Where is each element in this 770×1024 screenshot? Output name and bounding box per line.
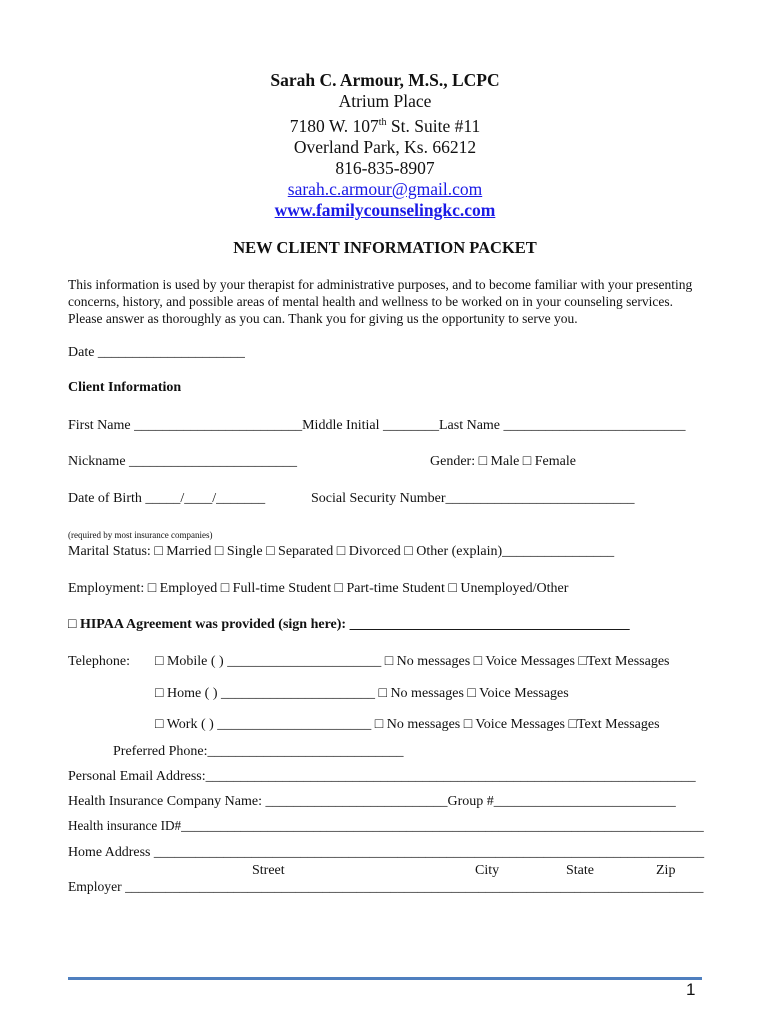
email-link[interactable]: sarah.c.armour@gmail.com (287, 178, 483, 199)
employment-options[interactable]: Employment: □ Employed □ Full-time Student □ Part-time Student □ Unemployed/Other (68, 581, 569, 596)
phone-number: 816-835-8907 (335, 157, 435, 178)
health-insurance-id-field[interactable]: Health insurance ID#_______________________________________________________________________________ (68, 819, 704, 834)
footer-rule (68, 977, 702, 980)
home-phone-field[interactable]: □ Home ( ) ______________________ □ No messages □ Voice Messages (155, 686, 569, 701)
intro-paragraph: This information is used by your therapist for administrative purposes, and to become familiar with your presenting concerns, history, and possible areas of mental health and wellness to be worked on in your counseling services. Please answer as thoroughly as you can. Thank you for giving us the opportunity to serve you. (68, 277, 693, 326)
packet-title: NEW CLIENT INFORMATION PACKET (233, 238, 537, 257)
personal-email-field[interactable]: Personal Email Address:______________________________________________________________________ (68, 769, 696, 784)
address-label-city: City (475, 863, 500, 878)
mobile-phone-field[interactable]: □ Mobile ( ) ______________________ □ No messages □ Voice Messages □Text Messages (155, 654, 670, 669)
home-address-field[interactable]: Home Address _______________________________________________________________________________ (68, 845, 705, 860)
street-address: 7180 W. 107th St. Suite #11 (289, 115, 481, 136)
city-line: Overland Park, Ks. 66212 (293, 136, 477, 157)
gender-options[interactable]: Gender: □ Male □ Female (430, 454, 576, 469)
client-info-heading: Client Information (68, 380, 182, 395)
telephone-label: Telephone: (68, 654, 130, 669)
website-link[interactable]: www.familycounselingkc.com (274, 199, 496, 220)
address-label-state: State (566, 863, 594, 878)
therapist-name: Sarah C. Armour, M.S., LCPC (270, 70, 500, 90)
health-insurance-field[interactable]: Health Insurance Company Name: __________________________Group #__________________________ (68, 794, 676, 809)
hipaa-signature-field[interactable]: □ HIPAA Agreement was provided (sign here): ________________________________________ (68, 617, 630, 632)
address-label-zip: Zip (656, 863, 676, 878)
nickname-field[interactable]: Nickname ________________________ (68, 454, 298, 469)
date-field[interactable]: Date _____________________ (68, 345, 245, 360)
work-phone-field[interactable]: □ Work ( ) ______________________ □ No messages □ Voice Messages □Text Messages (155, 717, 660, 732)
ssn-field[interactable]: Social Security Number___________________________ (311, 491, 635, 506)
page-number: 1 (686, 980, 696, 999)
marital-status-options[interactable]: Marital Status: □ Married □ Single □ Separated □ Divorced □ Other (explain)________________ (68, 544, 615, 559)
name-fields[interactable]: First Name ________________________Middle Initial ________Last Name __________________________ (68, 418, 686, 433)
dob-field[interactable]: Date of Birth _____/____/_______ (68, 491, 266, 506)
address-label-street: Street (252, 863, 285, 878)
employer-field[interactable]: Employer _____________________________________________________________________________________ (68, 880, 704, 895)
practice-header (0, 70, 770, 221)
insurance-note: (required by most insurance companies) (68, 530, 213, 540)
office-place: Atrium Place (338, 91, 432, 111)
preferred-phone-field[interactable]: Preferred Phone:____________________________ (113, 744, 404, 759)
